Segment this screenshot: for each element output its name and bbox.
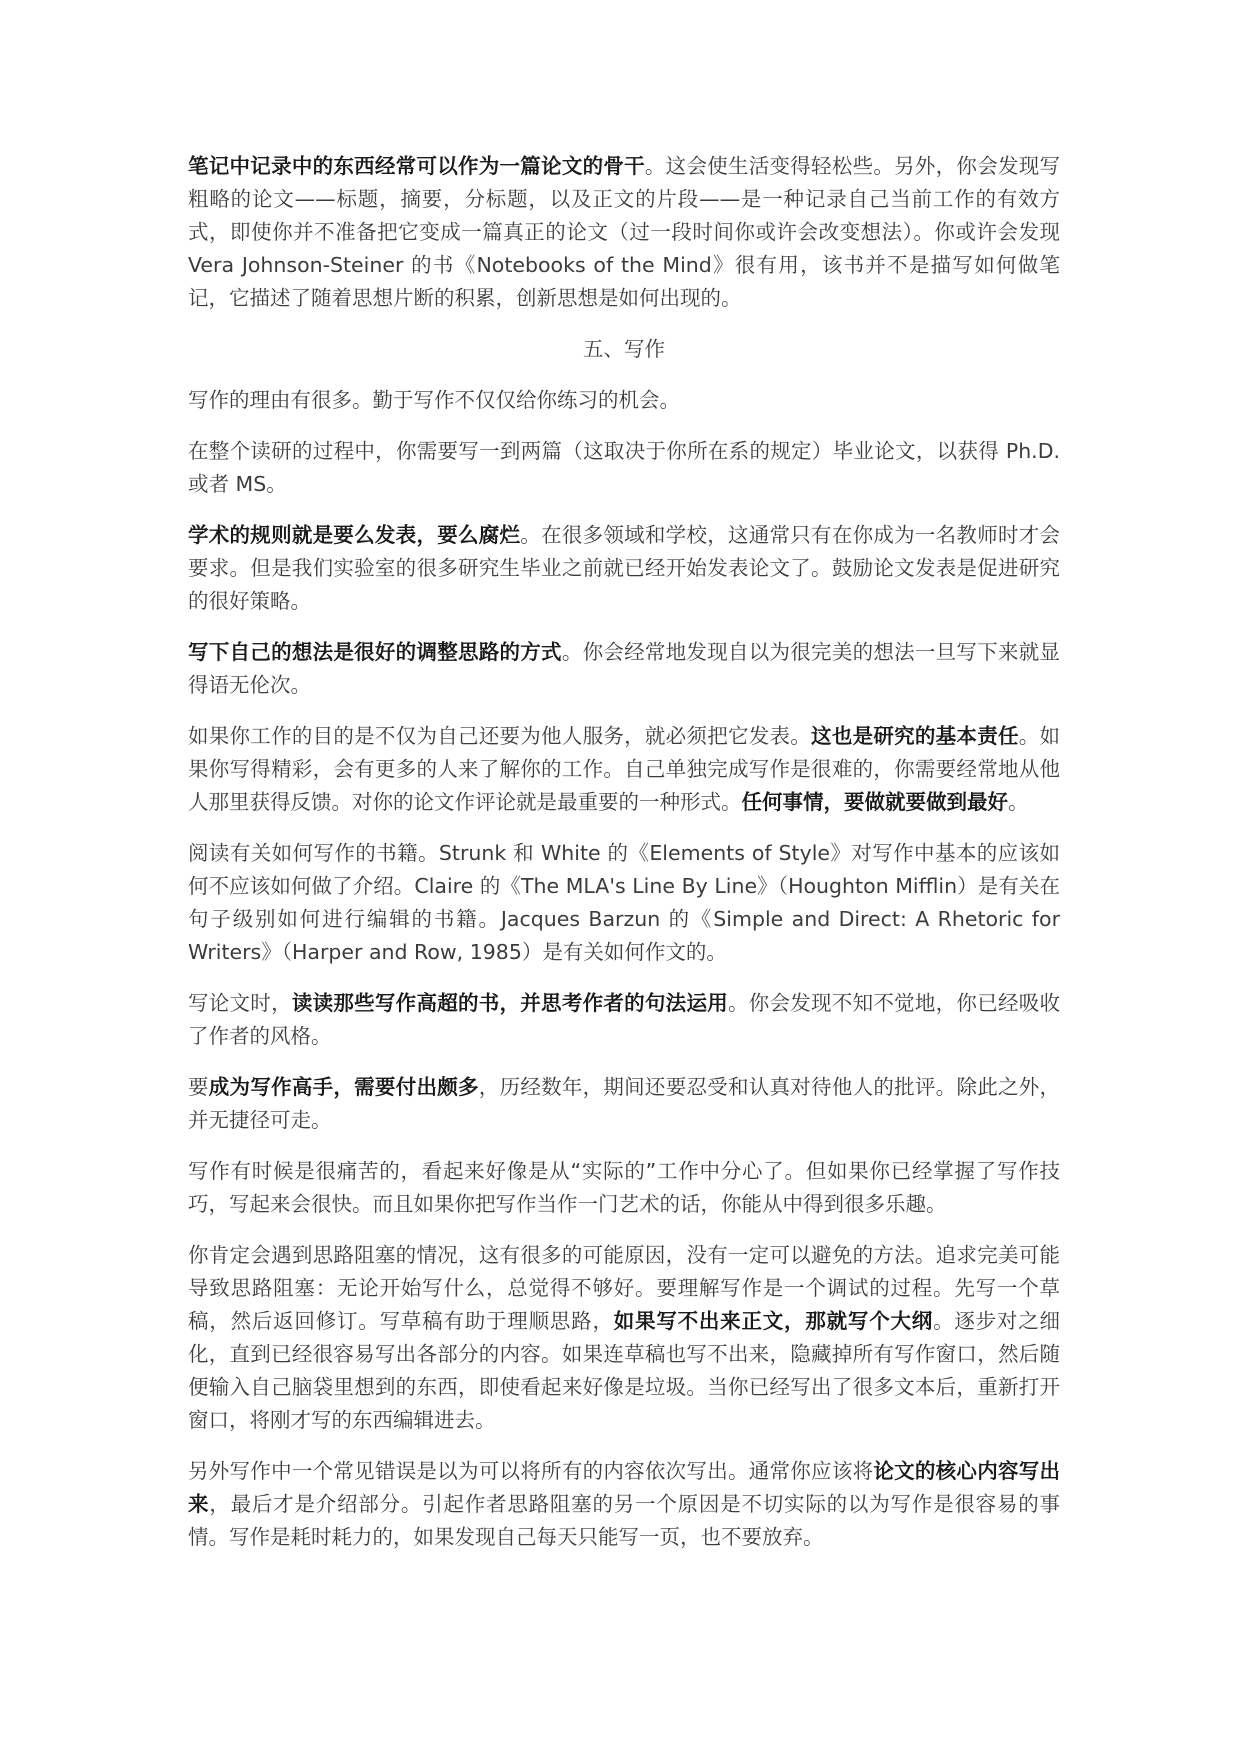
paragraph-text: 你肯定会遇到思路阻塞的情况，这有很多的可能原因，没有一定可以避免的方法。追求完美可能导致思路阻塞：无论开始写什么，总觉得不够好。要理解写作是一个调试的过程。先写一个草稿，然后返回修订。写草稿有助于理顺思路， bbox=[188, 1243, 1060, 1333]
paragraph-text: 写作的理由有很多。勤于写作不仅仅给你练习的机会。 bbox=[188, 388, 680, 412]
paragraph-writers-block bbox=[188, 1239, 1060, 1437]
paragraph-reasons bbox=[188, 384, 1060, 417]
paragraph-books bbox=[188, 837, 1060, 969]
paragraph-text: 。 bbox=[1008, 790, 1029, 814]
paragraph-text: 如果你工作的目的是不仅为自己还要为他人服务，就必须把它发表。 bbox=[188, 724, 812, 748]
bold-phrase: 读读那些写作高超的书，并思考作者的句法运用 bbox=[291, 991, 728, 1015]
document-body bbox=[188, 150, 1060, 1572]
paragraph-notes bbox=[188, 150, 1060, 315]
bold-phrase: 如果写不出来正文，那就写个大纲 bbox=[613, 1309, 934, 1333]
bold-phrase: 这也是研究的基本责任 bbox=[811, 724, 1019, 748]
bold-phrase: 任何事情，要做就要做到最好 bbox=[741, 790, 1008, 814]
paragraph-responsibility bbox=[188, 720, 1060, 819]
paragraph-text: ，最后才是介绍部分。引起作者思路阻塞的另一个原因是不切实际的以为写作是很容易的事情。写作是耗时耗力的，如果发现自己每天只能写一页，也不要放弃。 bbox=[188, 1492, 1061, 1549]
paragraph-text: ，历经数年，期间还要忍受和认真对待他人的批评。除此之外，并无捷径可走。 bbox=[188, 1075, 1061, 1132]
paragraph-write-ideas bbox=[188, 636, 1060, 702]
paragraph-order bbox=[188, 1455, 1060, 1554]
paragraph-text: 在整个读研的过程中，你需要写一到两篇（这取决于你所在系的规定）毕业论文，以获得 Ph.D.或者 MS。 bbox=[188, 439, 1060, 496]
paragraph-text: 阅读有关如何写作的书籍。Strunk 和 White 的《Elements of Style》对写作中基本的应该如何不应该如何做了介绍。Claire 的《The MLA's Line By Line》（Houghton Mifflin）是有关在句子级别如何进行编辑的书籍。Jacques Barzun 的《Simple and Direct: A Rhetoric for Writers》（Harper and Row, 1985）是有关如何作文的。 bbox=[188, 841, 1060, 964]
paragraph-text: 。逐步对之细化，直到已经很容易写出各部分的内容。如果连草稿也写不出来，隐藏掉所有写作窗口，然后随便输入自己脑袋里想到的东西，即使看起来好像是垃圾。当你已经写出了很多文本后，重新打开窗口，将刚才写的东西编辑进去。 bbox=[188, 1309, 1060, 1432]
paragraph-text: 另外写作中一个常见错误是以为可以将所有的内容依次写出。通常你应该将 bbox=[188, 1459, 874, 1483]
paragraph-text: 。这会使生活变得轻松些。另外，你会发现写粗略的论文——标题，摘要，分标题，以及正文的片段——是一种记录自己当前工作的有效方式，即使你并不准备把它变成一篇真正的论文（过一段时间你或许会改变想法）。你或许会发现 Vera Johnson-Steiner 的书《Notebooks of the Mind》很有用，该书并不是描写如何做笔记，它描述了随着思想片断的积累，创新思想是如何出现的。 bbox=[188, 154, 1061, 310]
paragraph-reading bbox=[188, 987, 1060, 1053]
paragraph-painful bbox=[188, 1155, 1060, 1221]
paragraph-text: 。你会经常地发现自以为很完美的想法一旦写下来就显得语无伦次。 bbox=[188, 640, 1060, 697]
paragraph-thesis bbox=[188, 435, 1060, 501]
bold-phrase: 论文的核心内容写出来 bbox=[188, 1459, 1061, 1516]
paragraph-publish-or-perish bbox=[188, 519, 1060, 618]
paragraph-text: 。如果你写得精彩，会有更多的人来了解你的工作。自己单独完成写作是很难的，你需要经常地从他人那里获得反馈。对你的论文作评论就是最重要的一种形式。 bbox=[188, 724, 1061, 814]
paragraph-text: 要 bbox=[188, 1075, 209, 1099]
bold-phrase: 写下自己的想法是很好的调整思路的方式 bbox=[188, 640, 562, 664]
paragraph-text: 。在很多领域和学校，这通常只有在你成为一名教师时才会要求。但是我们实验室的很多研究生毕业之前就已经开始发表论文了。鼓励论文发表是促进研究的很好策略。 bbox=[188, 523, 1061, 613]
bold-phrase: 学术的规则就是要么发表，要么腐烂 bbox=[188, 523, 521, 547]
paragraph-text: 写作有时候是很痛苦的，看起来好像是从“实际的”工作中分心了。但如果你已经掌握了写作技巧，写起来会很快。而且如果你把写作当作一门艺术的话，你能从中得到很多乐趣。 bbox=[188, 1159, 1060, 1216]
paragraph-text: 。你会发现不知不觉地，你已经吸收了作者的风格。 bbox=[188, 991, 1061, 1048]
paragraph-master bbox=[188, 1071, 1060, 1137]
section-heading: 五、写作 bbox=[583, 337, 665, 361]
paragraph-text: 写论文时， bbox=[188, 991, 292, 1015]
bold-phrase: 笔记中记录中的东西经常可以作为一篇论文的骨干 bbox=[188, 154, 645, 178]
bold-phrase: 成为写作高手，需要付出颇多 bbox=[208, 1075, 479, 1099]
